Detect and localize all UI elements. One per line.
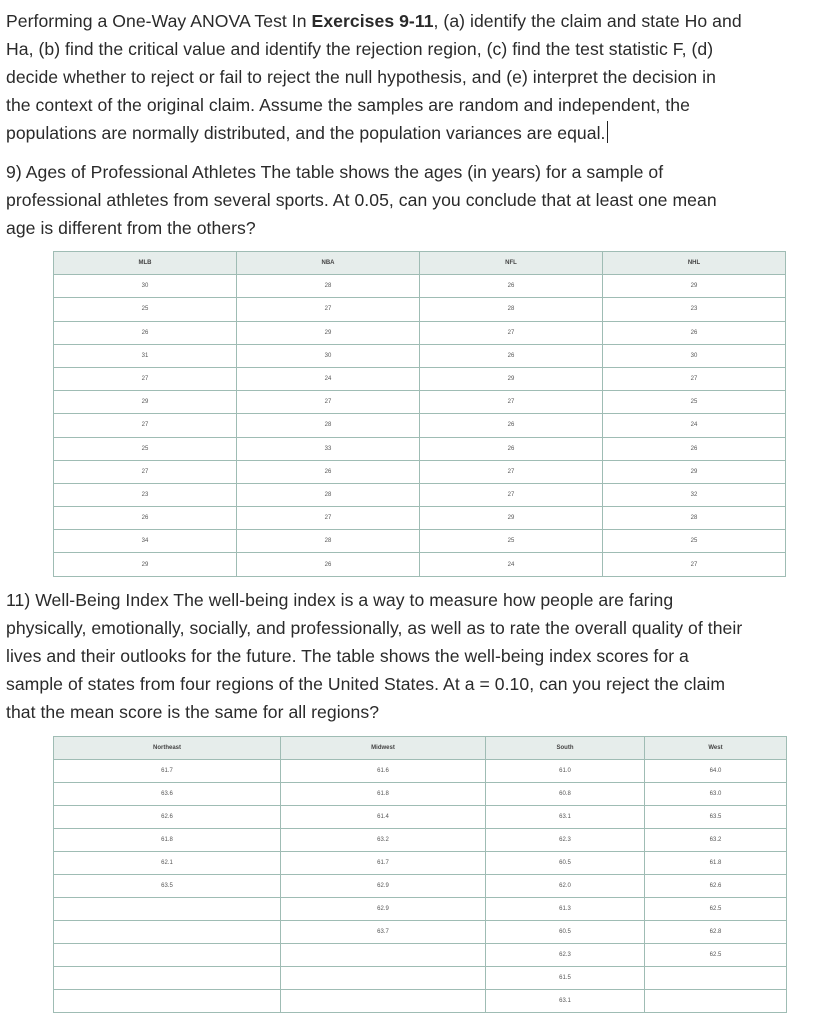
table-cell: 28 [237, 414, 420, 437]
table-cell: 62.6 [54, 806, 281, 829]
table-cell: 62.1 [54, 852, 281, 875]
table-cell: 60.5 [486, 852, 645, 875]
table-row [54, 460, 786, 483]
table-cell: 29 [420, 507, 603, 530]
table-row [54, 921, 787, 944]
table-cell: 26 [420, 414, 603, 437]
table-row [54, 298, 786, 321]
table-cell: 62.6 [645, 875, 787, 898]
athlete-ages-table [53, 251, 786, 577]
table-cell: 61.5 [486, 967, 645, 990]
table-cell: 26 [420, 344, 603, 367]
question-9-line-3: age is different from the others? [6, 218, 256, 238]
table-row [54, 967, 787, 990]
table-cell: 23 [603, 298, 786, 321]
table-cell: 26 [420, 275, 603, 298]
table-cell: 29 [54, 391, 237, 414]
question-9-line-1: 9) Ages of Professional Athletes The table shows the ages (in years) for a sample of [6, 162, 664, 182]
table-cell: 29 [237, 321, 420, 344]
table-row [54, 414, 786, 437]
table-cell: 63.6 [54, 783, 281, 806]
column-header: NFL [420, 252, 603, 275]
table-cell: 27 [237, 507, 420, 530]
table-cell: 64.0 [645, 760, 787, 783]
table-row [54, 344, 786, 367]
table-cell: 27 [420, 460, 603, 483]
table-row [54, 852, 787, 875]
table-cell: 28 [237, 530, 420, 553]
table-row [54, 367, 786, 390]
table-cell: 63.5 [645, 806, 787, 829]
table-cell [281, 967, 486, 990]
column-header: NBA [237, 252, 420, 275]
table-cell: 26 [603, 437, 786, 460]
question-11-line-4: sample of states from four regions of the United States. At a = 0.10, can you reject the claim [6, 674, 726, 694]
table-cell: 63.7 [281, 921, 486, 944]
table-row [54, 321, 786, 344]
table-cell: 61.3 [486, 898, 645, 921]
table-cell: 26 [603, 321, 786, 344]
table-cell: 26 [420, 437, 603, 460]
table-cell [54, 944, 281, 967]
table-cell: 27 [54, 414, 237, 437]
table-cell: 33 [237, 437, 420, 460]
question-11-line-3: lives and their outlooks for the future. The table shows the well-being index scores for a [6, 646, 689, 666]
table-row [54, 507, 786, 530]
table-row [54, 483, 786, 506]
column-header: South [486, 737, 645, 760]
instructions-line-2: Ha, (b) find the critical value and identify the rejection region, (c) find the test statistic F, (d) [6, 39, 714, 59]
table-row [54, 391, 786, 414]
well-being-index-table [53, 736, 787, 1013]
table-cell [54, 967, 281, 990]
instructions-paragraph [6, 7, 742, 147]
table-cell: 63.5 [54, 875, 281, 898]
athlete-ages-body [54, 275, 786, 576]
table-cell: 27 [420, 483, 603, 506]
table-cell: 29 [54, 553, 237, 576]
table-cell: 29 [603, 275, 786, 298]
table-cell: 25 [54, 437, 237, 460]
table-cell: 29 [603, 460, 786, 483]
table-cell: 62.3 [486, 829, 645, 852]
table-cell: 61.7 [281, 852, 486, 875]
instructions-line-4: the context of the original claim. Assume the samples are random and independent, the [6, 95, 690, 115]
table-row [54, 783, 787, 806]
table-cell: 62.8 [645, 921, 787, 944]
question-11-text [6, 586, 742, 726]
table-cell: 25 [603, 530, 786, 553]
table-cell: 27 [603, 367, 786, 390]
table-cell [281, 944, 486, 967]
table-cell: 62.0 [486, 875, 645, 898]
table-row [54, 437, 786, 460]
well-being-body [54, 760, 787, 1013]
table-cell: 61.7 [54, 760, 281, 783]
table-cell: 62.5 [645, 944, 787, 967]
table-cell [54, 898, 281, 921]
table-cell: 27 [54, 460, 237, 483]
table-cell: 27 [420, 391, 603, 414]
table-row [54, 990, 787, 1013]
table-cell: 60.8 [486, 783, 645, 806]
table-cell: 24 [237, 367, 420, 390]
column-header: West [645, 737, 787, 760]
table-cell: 61.8 [645, 852, 787, 875]
instructions-line-1: Performing a One-Way ANOVA Test In Exercises 9-11, (a) identify the claim and state Ho and [6, 11, 742, 31]
table-cell: 61.0 [486, 760, 645, 783]
table-cell: 26 [237, 553, 420, 576]
table-cell: 28 [237, 483, 420, 506]
table-cell: 23 [54, 483, 237, 506]
table-row [54, 875, 787, 898]
exercises-range: Exercises 9-11 [311, 11, 434, 31]
instructions-line-5: populations are normally distributed, and the population variances are equal. [6, 123, 606, 143]
table-cell: 32 [603, 483, 786, 506]
table-cell: 27 [237, 391, 420, 414]
question-11-line-5: that the mean score is the same for all regions? [6, 702, 380, 722]
instructions-line-3: decide whether to reject or fail to reject the null hypothesis, and (e) interpret the decision in [6, 67, 716, 87]
table-cell: 27 [54, 367, 237, 390]
column-header: NHL [603, 252, 786, 275]
table-row [54, 829, 787, 852]
table-cell: 63.1 [486, 806, 645, 829]
table-cell: 63.1 [486, 990, 645, 1013]
table-cell: 63.2 [281, 829, 486, 852]
table-row [54, 898, 787, 921]
table-cell: 61.6 [281, 760, 486, 783]
table-cell: 61.8 [281, 783, 486, 806]
question-9-line-2: professional athletes from several sports. At 0.05, can you conclude that at least one mean [6, 190, 717, 210]
table-cell: 28 [420, 298, 603, 321]
table-cell: 63.0 [645, 783, 787, 806]
table-cell: 62.9 [281, 875, 486, 898]
table-cell: 25 [603, 391, 786, 414]
table-row [54, 553, 786, 576]
question-11-line-2: physically, emotionally, socially, and professionally, as well as to rate the overall quality of their [6, 618, 743, 638]
table-cell: 25 [54, 298, 237, 321]
table-cell: 34 [54, 530, 237, 553]
table-cell: 30 [603, 344, 786, 367]
table-cell [645, 990, 787, 1013]
table-cell: 61.4 [281, 806, 486, 829]
column-header: MLB [54, 252, 237, 275]
column-header: Northeast [54, 737, 281, 760]
table-cell: 24 [420, 553, 603, 576]
table-row [54, 275, 786, 298]
table-cell: 26 [237, 460, 420, 483]
table-cell: 30 [54, 275, 237, 298]
table-cell: 29 [420, 367, 603, 390]
table-cell: 62.5 [645, 898, 787, 921]
column-header: Midwest [281, 737, 486, 760]
table-cell: 61.8 [54, 829, 281, 852]
table-row [54, 806, 787, 829]
table-cell: 60.5 [486, 921, 645, 944]
table-cell: 31 [54, 344, 237, 367]
table-cell: 27 [237, 298, 420, 321]
table-header-row [54, 737, 787, 760]
table-cell: 62.3 [486, 944, 645, 967]
table-cell: 63.2 [645, 829, 787, 852]
table-cell [54, 990, 281, 1013]
table-cell: 26 [54, 321, 237, 344]
table-cell [645, 967, 787, 990]
table-cell: 27 [603, 553, 786, 576]
table-cell: 27 [420, 321, 603, 344]
table-cell: 62.9 [281, 898, 486, 921]
table-cell: 26 [54, 507, 237, 530]
table-cell: 28 [237, 275, 420, 298]
table-cell: 30 [237, 344, 420, 367]
table-cell: 24 [603, 414, 786, 437]
table-row [54, 530, 786, 553]
table-cell [281, 990, 486, 1013]
table-cell: 25 [420, 530, 603, 553]
table-header-row [54, 252, 786, 275]
table-row [54, 944, 787, 967]
question-9-text [6, 158, 717, 242]
table-row [54, 760, 787, 783]
text-cursor [607, 121, 608, 143]
table-cell: 28 [603, 507, 786, 530]
table-cell [54, 921, 281, 944]
question-11-line-1: 11) Well-Being Index The well-being index is a way to measure how people are faring [6, 590, 674, 610]
